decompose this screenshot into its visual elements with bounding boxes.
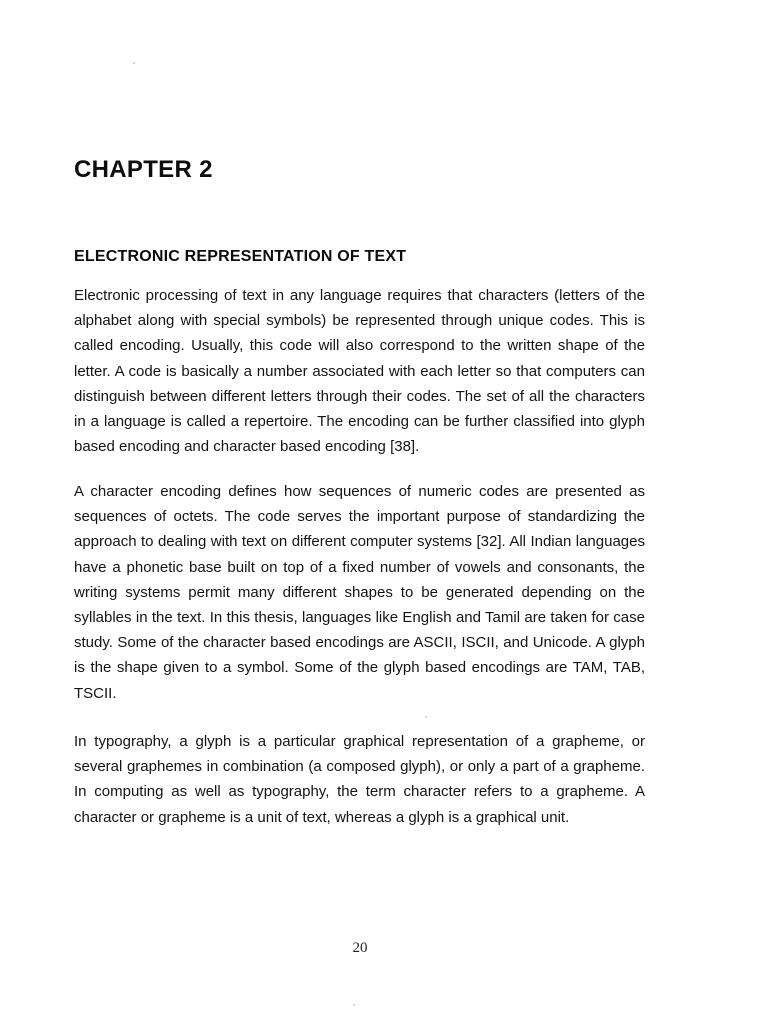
section-heading: ELECTRONIC REPRESENTATION OF TEXT xyxy=(74,248,407,265)
scan-speck xyxy=(353,1004,355,1006)
page-number: 20 xyxy=(352,940,368,956)
body-paragraph: A character encoding defines how sequences of numeric codes are presented as sequences of octets. The code serves the important purpose of standardizing the approach to dealing with text on different computer systems [32]. All Indian languages have a phonetic base built on top of a fixed number of vowels and consonants, the writing systems permit many different shapes to be generated depending on the syllables in the text. In this thesis, languages like English and Tamil are taken for case study. Some of the character based encodings are ASCII, ISCII, and Unicode. A glyph is the shape given to a symbol. Some of the glyph based encodings are TAM, TAB, TSCII. xyxy=(74,483,645,702)
chapter-title: CHAPTER 2 xyxy=(74,156,213,183)
scan-speck xyxy=(425,716,427,718)
body-paragraph: In typography, a glyph is a particular graphical representation of a grapheme, or several graphemes in combination (a composed glyph), or only a part of a grapheme. In computing as well as typography, the term character refers to a grapheme. A character or grapheme is a unit of text, whereas a glyph is a graphical unit. xyxy=(74,733,645,826)
body-paragraph: Electronic processing of text in any language requires that characters (letters of the alphabet along with special symbols) be represented through unique codes. This is called encoding. Usually, this code will also correspond to the written shape of the letter. A code is basically a number associated with each letter so that computers can distinguish between different letters through their codes. The set of all the characters in a language is called a repertoire. The encoding can be further classified into glyph based encoding and character based encoding [38]. xyxy=(74,287,645,456)
scan-speck xyxy=(133,62,135,64)
